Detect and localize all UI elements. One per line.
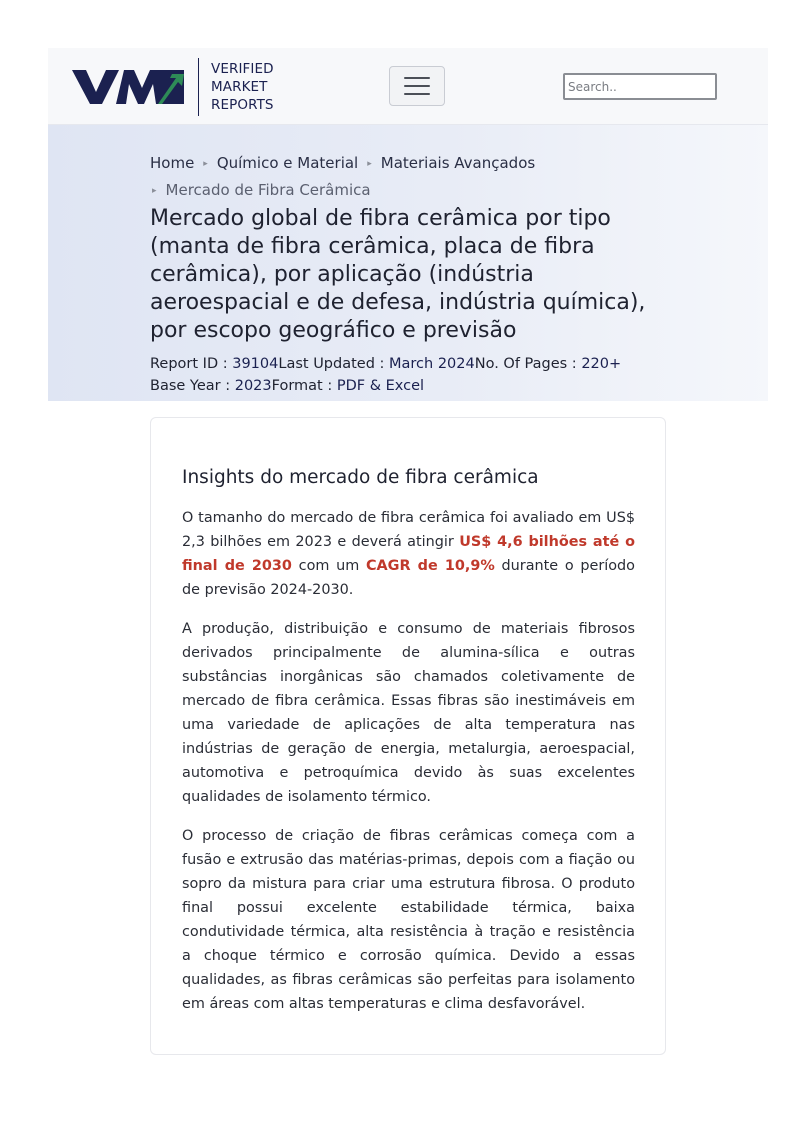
insights-body xyxy=(182,506,635,1031)
insights-paragraph-2: A produção, distribuição e consumo de materiais fibrosos derivados principalmente de alumina-sílica e outras substâncias inorgânicas são chamados coletivamente de mercado de fibra cerâmica. Essas fibras são inestimáveis em uma variedade de aplicações de alta temperatura nas indústrias de geração de energia, metalurgia, aeroespacial, automotiva e petroquímica devido às suas excelentes qualidades de isolamento térmico. xyxy=(182,621,635,805)
insights-heading: Insights do mercado de fibra cerâmica xyxy=(182,467,539,488)
logo-line-1: VERIFIED xyxy=(211,61,274,77)
base-year-label: Base Year : xyxy=(150,378,235,394)
p1-text-a: O tamanho do mercado de fibra cerâmica foi avaliado em US$ 2,3 bilhões em 2023 e deverá atingir xyxy=(182,510,635,550)
chevron-right-icon: ▸ xyxy=(203,159,208,169)
last-updated-label: Last Updated : xyxy=(278,356,390,372)
hamburger-icon-bar-1 xyxy=(404,77,430,79)
site-logo[interactable] xyxy=(72,58,274,116)
breadcrumb-advanced-materials-link[interactable]: Materiais Avançados xyxy=(380,154,536,172)
breadcrumb xyxy=(150,151,620,205)
base-year-value: 2023 xyxy=(234,378,272,394)
p1-highlight-cagr: CAGR de 10,9% xyxy=(365,558,495,574)
insights-card xyxy=(150,417,666,1055)
p1-highlight-value: US$ 4,6 bilhões até o final de 2030 xyxy=(182,534,635,574)
breadcrumb-current: Mercado de Fibra Cerâmica xyxy=(165,181,371,199)
report-meta xyxy=(150,353,670,397)
vmr-logo-mark-icon xyxy=(72,68,184,106)
meta-line-2 xyxy=(150,375,670,397)
chevron-right-icon: ▸ xyxy=(367,159,372,169)
p1-text-c: durante o período de previsão 2024-2030. xyxy=(182,558,635,598)
breadcrumb-chemical-link[interactable]: Químico e Material xyxy=(216,154,359,172)
report-id-label: Report ID : xyxy=(150,356,233,372)
logo-line-3: REPORTS xyxy=(211,97,274,113)
logo-line-2: MARKET xyxy=(211,79,268,95)
hamburger-icon-bar-2 xyxy=(404,85,430,87)
logo-divider xyxy=(198,58,199,116)
format-value: PDF & Excel xyxy=(336,378,425,394)
pages-label: No. Of Pages : xyxy=(474,356,582,372)
menu-toggle-button[interactable] xyxy=(389,66,445,106)
insights-paragraph-3: O processo de criação de fibras cerâmicas começa com a fusão e extrusão das matérias-primas, depois com a fiação ou sopro da mistura para criar uma estrutura fibrosa. O produto final possui excelente estabilidade térmica, baixa condutividade térmica, alta resistência à tração e resistência a choque térmico e corrosão química. Devido a essas qualidades, as fibras cerâmicas são perfeitas para isolamento em áreas com altas temperaturas e clima desfavorável. xyxy=(182,828,635,1012)
pages-value: 220+ xyxy=(581,356,622,372)
logo-wordmark xyxy=(211,60,274,114)
last-updated-value: March 2024 xyxy=(389,356,475,372)
hamburger-icon-bar-3 xyxy=(404,93,430,95)
format-label: Format : xyxy=(271,378,337,394)
site-header xyxy=(48,48,768,125)
p1-text-b: com um xyxy=(291,558,366,574)
page-title: Mercado global de fibra cerâmica por tipo (manta de fibra cerâmica, placa de fibra cerâmica), por aplicação (indústria aeroespacial e de defesa, indústria química), por escopo geográfico e previsão xyxy=(150,206,646,343)
report-hero xyxy=(48,125,768,401)
report-id-value: 39104 xyxy=(232,356,279,372)
insights-paragraph-1 xyxy=(182,506,635,602)
search-input[interactable] xyxy=(563,73,717,100)
chevron-right-icon: ▸ xyxy=(152,186,157,196)
breadcrumb-home-link[interactable]: Home xyxy=(150,154,195,172)
meta-line-1 xyxy=(150,353,670,375)
